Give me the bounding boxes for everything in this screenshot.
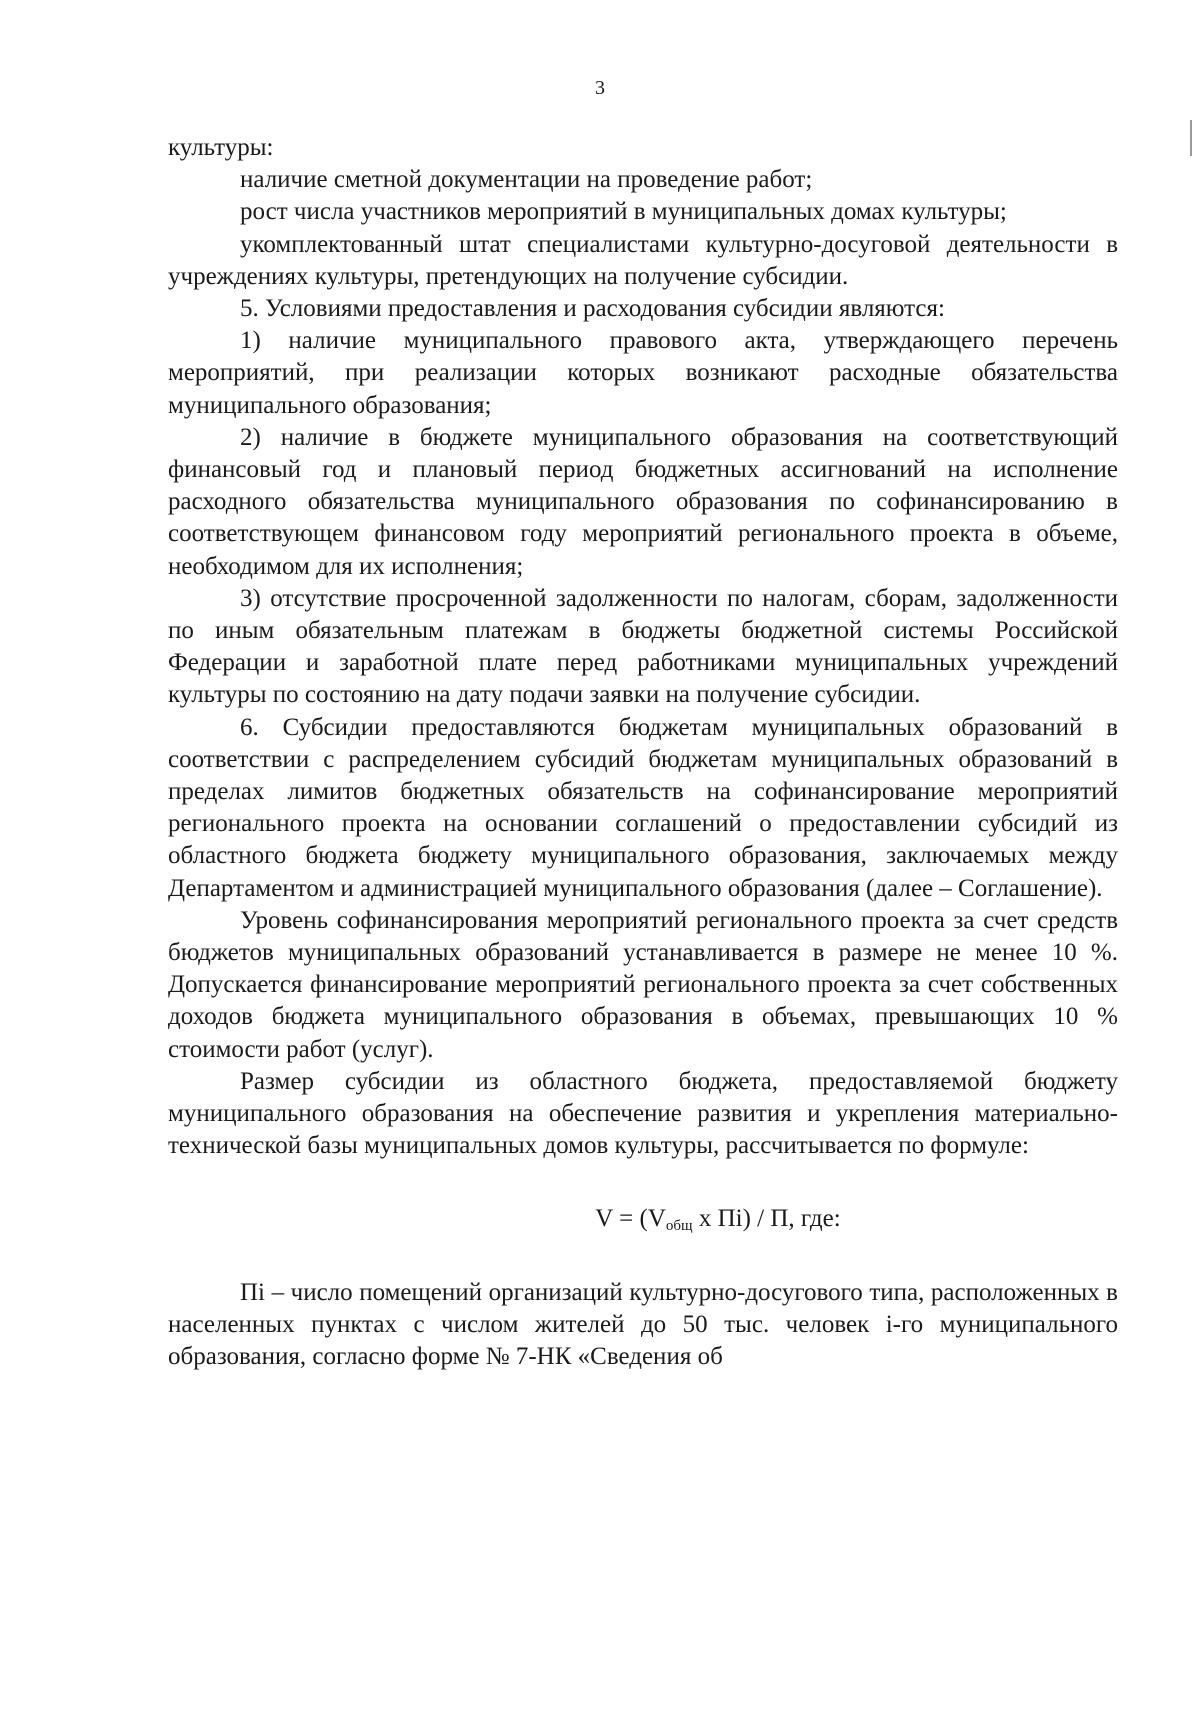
paragraph-10: Уровень софинансирования мероприятий регионального проекта за счет средств бюджетов муниципальных образований устанавливается в размере не менее 10 %. Допускается финансирование мероприятий регионального проекта за счет собственных доходов бюджета муниципального образования в объемах, превышающих 10 % стоимости работ (услуг). bbox=[168, 906, 1118, 1063]
formula-lhs: V = (V bbox=[595, 1204, 666, 1232]
paragraph-9: 6. Субсидии предоставляются бюджетам муниципальных образований в соответствии с распределением субсидий бюджетам муниципальных образований в пределах лимитов бюджетных обязательств на софинансирование мероприятий регионального проекта на основании соглашений о предоставлении субсидий из областного бюджета бюджету муниципального образования, заключаемых между Департаментом и администрацией муниципального образования (далее – Соглашение). bbox=[168, 713, 1118, 902]
scan-edge-mark bbox=[1190, 120, 1192, 156]
paragraph-7: 2) наличие в бюджете муниципального образования на соответствующий финансовый год и плановый период бюджетных ассигнований на исполнение расходного обязательства муниципального образования по софинансированию в соответствующем финансовом году мероприятий регионального проекта в объеме, необходимом для их исполнения; bbox=[168, 423, 1118, 580]
page-number: 3 bbox=[595, 77, 605, 99]
formula bbox=[168, 1203, 1118, 1235]
paragraph-5: 5. Условиями предоставления и расходования субсидии являются: bbox=[240, 295, 945, 323]
paragraph-6: 1) наличие муниципального правового акта, утверждающего перечень мероприятий, при реализации которых возникают расходные обязательства муниципального образования; bbox=[168, 327, 1118, 419]
formula-rhs: х Пi) / П, где: bbox=[692, 1204, 841, 1232]
paragraph-1: культуры: bbox=[168, 134, 274, 161]
paragraph-3: рост числа участников мероприятий в муниципальных домах культуры; bbox=[240, 198, 1007, 226]
document-body bbox=[168, 132, 1118, 1373]
paragraph-2: наличие сметной документации на проведение работ; bbox=[240, 166, 813, 194]
paragraph-8: 3) отсутствие просроченной задолженности по налогам, сборам, задолженности по иным обязательным платежам в бюджеты бюджетной системы Российской Федерации и заработной плате перед работниками муниципальных учреждений культуры по состоянию на дату подачи заявки на получение субсидии. bbox=[168, 584, 1118, 709]
paragraph-4: укомплектованный штат специалистами культурно-досуговой деятельности в учреждениях культуры, претендующих на получение субсидии. bbox=[168, 230, 1118, 290]
paragraph-definition-pi: Пi – число помещений организаций культурно-досугового типа, расположенных в населенных пунктах с числом жителей до 50 тыс. человек i-го муниципального образования, согласно форме № 7-НК «Сведения об bbox=[168, 1278, 1118, 1370]
paragraph-11: Размер субсидии из областного бюджета, предоставляемой бюджету муниципального образования на обеспечение развития и укрепления материально-технической базы муниципальных домов культуры, рассчитывается по формуле: bbox=[168, 1067, 1118, 1160]
formula-subscript: общ bbox=[665, 1217, 693, 1234]
